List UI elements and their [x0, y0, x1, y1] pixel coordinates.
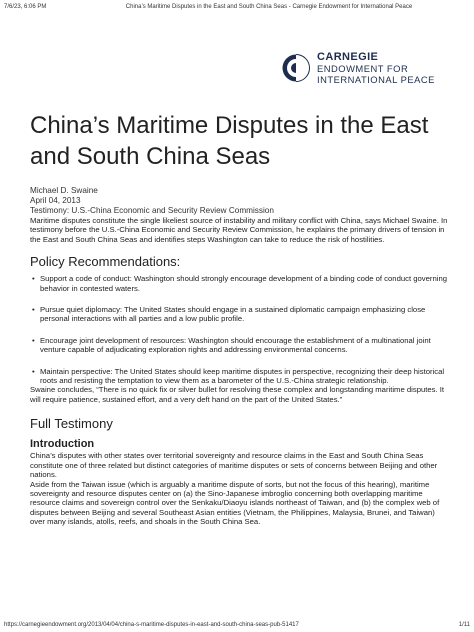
author-name[interactable]: Michael D. Swaine [30, 186, 98, 195]
page-number: 1/11 [458, 622, 470, 628]
recommendation-text: Pursue quiet diplomacy: The United States should engage in a sustained diplomatic campaign emphasizing close personal interactions with all parties and a low public profile. [40, 305, 426, 324]
list-item [30, 305, 448, 324]
page-url[interactable]: https://carnegieendowment.org/2013/04/04/china-s-maritime-disputes-in-east-and-south-china-seas-pub-51417 [4, 622, 299, 628]
logo-line-2: ENDOWMENT FOR [317, 63, 409, 75]
recommendation-list [30, 274, 448, 385]
testimony-line: Testimony: U.S.-China Economic and Security Review Commission [30, 206, 274, 215]
article-content [30, 110, 448, 527]
intro-paragraph: Maritime disputes constitute the single likeliest source of instability and military conflict with China, says Michael Swaine. In testimony before the U.S.-China Economic and Security Review Commission, he explains the primary drivers of tension in the East and South China Seas and identifies steps Washington can take to reduce the risk of hostilities. [30, 216, 448, 244]
introduction-paragraph-2: Aside from the Taiwan issue (which is arguably a maritime dispute of sorts, but not the focus of this hearing), maritime sovereignty and resource disputes center on (a) the Sino-Japanese imbroglio concerning both overlapping maritime resource claims and sovereign control over the Senkaku/Diaoyu islands northeast of Taiwan, and (b) the complex web of disputes between Beijing and several Southeast Asian entities (Vietnam, the Philippines, Malaysia, Brunei, and Taiwan) over many islands, atolls, reefs, and shoals in the South China Sea. [30, 479, 440, 527]
article-meta [30, 186, 448, 216]
carnegie-emblem-icon [281, 53, 311, 83]
list-item [30, 336, 448, 355]
list-item [30, 274, 448, 293]
introduction-paragraph-1: China’s disputes with other states over territorial sovereignty and resource claims in the East and South China Seas constitute one of three related but distinct categories of maritime disputes or sets of concerns between Beijing and other nations. [30, 451, 438, 480]
policy-heading: Policy Recommendations: [30, 254, 181, 270]
logo-wordmark [317, 52, 435, 84]
publish-date: April 04, 2013 [30, 196, 81, 205]
bullet-icon: • [32, 274, 35, 284]
carnegie-logo[interactable] [281, 52, 451, 84]
logo-line-3: INTERNATIONAL PEACE [317, 73, 435, 85]
bullet-icon: • [32, 366, 35, 376]
article-title: China’s Maritime Disputes in the East and South China Seas [30, 112, 429, 170]
print-date: 7/6/23, 6:06 PM [4, 4, 47, 10]
logo-line-1: CARNEGIE [317, 51, 379, 64]
conclusion-paragraph: Swaine concludes, “There is no quick fix or silver bullet for resolving these complex and longstanding maritime disputes. It will require patience, sustained effort, and a very deft hand on the part of the United States.” [30, 385, 445, 404]
recommendation-text: Maintain perspective: The United States should keep maritime disputes in perspective, recognizing their deep historical roots and resisting the temptation to view them as a barometer of the U.S.-China strategic relationship. [40, 366, 445, 386]
print-title: China’s Maritime Disputes in the East and South China Seas - Carnegie Endowment for International Peace [125, 4, 413, 10]
bullet-icon: • [32, 335, 35, 345]
recommendation-text: Encourage joint development of resources: Washington should encourage the establishment of a multinational joint venture capable of adjudicating exploration rights and addressing environmental concerns. [40, 335, 431, 355]
print-header [4, 4, 470, 10]
print-footer [4, 622, 470, 628]
bullet-icon: • [32, 305, 35, 315]
full-testimony-heading: Full Testimony [30, 416, 113, 432]
recommendation-text: Support a code of conduct: Washington should strongly encourage development of a binding code of conduct governing behavior in contested waters. [40, 274, 447, 293]
introduction-heading: Introduction [30, 438, 95, 451]
list-item [30, 367, 448, 386]
